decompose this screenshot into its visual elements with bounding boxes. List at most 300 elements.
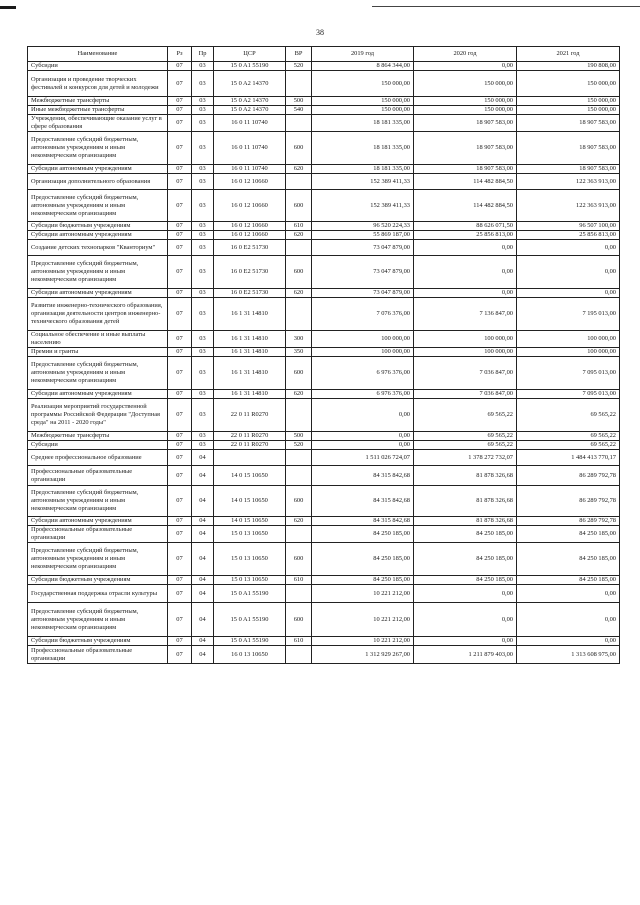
row-pr: 04 <box>192 576 214 585</box>
row-name: Государственная поддержка отрасли культуры <box>28 585 168 603</box>
row-csr: 15 0 A1 55190 <box>214 62 286 71</box>
row-2019: 73 047 879,00 <box>312 240 414 256</box>
row-rz: 07 <box>168 576 192 585</box>
row-2019: 18 181 335,00 <box>312 115 414 132</box>
row-name: Профессиональные образовательные организации <box>28 466 168 486</box>
row-2019: 84 250 185,00 <box>312 576 414 585</box>
row-2019: 1 511 026 724,07 <box>312 450 414 466</box>
row-2019: 73 047 879,00 <box>312 256 414 289</box>
row-2021: 7 095 013,00 <box>517 357 620 390</box>
row-name: Развитие инженерно-технического образования, организация деятельности центров инженерно-технического образования детей <box>28 298 168 331</box>
row-vr: 600 <box>286 256 312 289</box>
row-csr: 16 1 31 14810 <box>214 390 286 399</box>
row-name: Субсидии автономным учреждениям <box>28 231 168 240</box>
row-pr: 03 <box>192 240 214 256</box>
row-2021: 69 565,22 <box>517 432 620 441</box>
row-pr: 03 <box>192 348 214 357</box>
row-pr: 03 <box>192 231 214 240</box>
row-2021: 0,00 <box>517 637 620 646</box>
row-csr: 14 0 15 10650 <box>214 517 286 526</box>
row-2019: 6 976 376,00 <box>312 357 414 390</box>
row-2020: 0,00 <box>414 637 517 646</box>
row-2019: 84 250 185,00 <box>312 526 414 543</box>
row-2021: 100 000,00 <box>517 331 620 348</box>
row-rz: 07 <box>168 432 192 441</box>
row-name: Субсидии бюджетным учреждениям <box>28 637 168 646</box>
row-pr: 03 <box>192 165 214 174</box>
table-row <box>28 390 620 399</box>
row-2020: 25 856 813,00 <box>414 231 517 240</box>
row-name: Предоставление субсидий бюджетным, автономным учреждениям и иным некоммерческим организациям <box>28 543 168 576</box>
row-2020: 84 250 185,00 <box>414 526 517 543</box>
row-2020: 0,00 <box>414 603 517 637</box>
row-csr: 22 0 11 R0270 <box>214 441 286 450</box>
row-2020: 150 000,00 <box>414 71 517 97</box>
row-2021: 86 289 792,78 <box>517 466 620 486</box>
row-vr: 610 <box>286 576 312 585</box>
row-2019: 18 181 335,00 <box>312 165 414 174</box>
row-csr: 16 0 E2 51730 <box>214 289 286 298</box>
table-row <box>28 331 620 348</box>
row-2021: 1 484 413 770,17 <box>517 450 620 466</box>
table-row <box>28 106 620 115</box>
row-vr <box>286 115 312 132</box>
row-pr: 04 <box>192 450 214 466</box>
row-csr: 22 0 11 R0270 <box>214 432 286 441</box>
row-name: Создание детских технопарков "Кванториум" <box>28 240 168 256</box>
row-csr: 16 0 E2 51730 <box>214 240 286 256</box>
row-vr <box>286 240 312 256</box>
row-name: Социальное обеспечение и иные выплаты населению <box>28 331 168 348</box>
row-2021: 69 565,22 <box>517 441 620 450</box>
row-vr: 520 <box>286 441 312 450</box>
row-name: Субсидии автономным учреждениям <box>28 289 168 298</box>
row-2019: 0,00 <box>312 432 414 441</box>
row-csr: 16 0 E2 51730 <box>214 256 286 289</box>
row-name: Учреждения, обеспечивающие оказание услуг в сфере образования <box>28 115 168 132</box>
row-csr: 15 0 13 10650 <box>214 576 286 585</box>
row-2021: 0,00 <box>517 603 620 637</box>
row-2019: 0,00 <box>312 399 414 432</box>
row-2020: 1 211 879 403,00 <box>414 646 517 664</box>
header-2019: 2019 год <box>312 47 414 62</box>
row-vr <box>286 585 312 603</box>
row-2019: 84 315 842,68 <box>312 517 414 526</box>
table-row <box>28 637 620 646</box>
row-pr: 03 <box>192 106 214 115</box>
row-2021: 0,00 <box>517 240 620 256</box>
row-2020: 1 378 272 732,07 <box>414 450 517 466</box>
table-row <box>28 526 620 543</box>
row-pr: 03 <box>192 441 214 450</box>
row-pr: 03 <box>192 71 214 97</box>
table-header-row <box>28 47 620 62</box>
row-rz: 07 <box>168 646 192 664</box>
row-2021: 86 289 792,78 <box>517 517 620 526</box>
row-vr: 620 <box>286 231 312 240</box>
row-2019: 100 000,00 <box>312 331 414 348</box>
row-name: Субсидии бюджетным учреждениям <box>28 576 168 585</box>
row-2021: 122 363 913,00 <box>517 190 620 222</box>
row-csr: 15 0 A2 14370 <box>214 106 286 115</box>
table-row <box>28 576 620 585</box>
row-2019: 6 976 376,00 <box>312 390 414 399</box>
row-rz: 07 <box>168 298 192 331</box>
row-2021: 96 507 100,00 <box>517 222 620 231</box>
table-row <box>28 348 620 357</box>
row-vr <box>286 71 312 97</box>
row-2019: 73 047 879,00 <box>312 289 414 298</box>
row-rz: 07 <box>168 165 192 174</box>
row-pr: 03 <box>192 390 214 399</box>
row-rz: 07 <box>168 331 192 348</box>
row-name: Субсидии бюджетным учреждениям <box>28 222 168 231</box>
row-2019: 18 181 335,00 <box>312 132 414 165</box>
row-rz: 07 <box>168 115 192 132</box>
row-2020: 150 000,00 <box>414 97 517 106</box>
row-csr: 16 1 31 14810 <box>214 357 286 390</box>
row-2020: 150 000,00 <box>414 106 517 115</box>
row-vr: 350 <box>286 348 312 357</box>
row-2020: 0,00 <box>414 256 517 289</box>
row-2020: 69 565,22 <box>414 399 517 432</box>
row-rz: 07 <box>168 106 192 115</box>
row-name: Премии и гранты <box>28 348 168 357</box>
row-vr: 600 <box>286 486 312 517</box>
row-2020: 18 907 583,00 <box>414 132 517 165</box>
row-vr: 610 <box>286 222 312 231</box>
table-row <box>28 190 620 222</box>
row-vr: 620 <box>286 517 312 526</box>
row-csr: 15 0 A1 55190 <box>214 637 286 646</box>
row-rz: 07 <box>168 466 192 486</box>
row-rz: 07 <box>168 441 192 450</box>
header-2020: 2020 год <box>414 47 517 62</box>
row-2020: 100 000,00 <box>414 348 517 357</box>
table-row <box>28 115 620 132</box>
row-csr: 22 0 11 R0270 <box>214 399 286 432</box>
row-vr: 600 <box>286 132 312 165</box>
row-2020: 81 878 326,68 <box>414 517 517 526</box>
row-rz: 07 <box>168 603 192 637</box>
row-vr: 620 <box>286 165 312 174</box>
row-pr: 04 <box>192 603 214 637</box>
row-name: Межбюджетные трансферты <box>28 432 168 441</box>
row-2021: 190 808,00 <box>517 62 620 71</box>
row-vr: 520 <box>286 62 312 71</box>
table-row <box>28 517 620 526</box>
row-csr: 15 0 A2 14370 <box>214 97 286 106</box>
row-2021: 69 565,22 <box>517 399 620 432</box>
row-vr: 620 <box>286 390 312 399</box>
row-csr: 16 1 31 14810 <box>214 348 286 357</box>
row-2019: 150 000,00 <box>312 97 414 106</box>
row-rz: 07 <box>168 62 192 71</box>
table-row <box>28 97 620 106</box>
row-pr: 03 <box>192 132 214 165</box>
row-name: Среднее профессиональное образование <box>28 450 168 466</box>
row-csr: 16 0 11 10740 <box>214 115 286 132</box>
table-row <box>28 62 620 71</box>
row-2021: 84 250 185,00 <box>517 576 620 585</box>
row-pr: 04 <box>192 646 214 664</box>
table-row <box>28 256 620 289</box>
row-rz: 07 <box>168 174 192 190</box>
row-csr: 16 1 31 14810 <box>214 298 286 331</box>
row-2019: 150 000,00 <box>312 106 414 115</box>
row-2021: 7 195 013,00 <box>517 298 620 331</box>
row-rz: 07 <box>168 97 192 106</box>
row-2019: 1 312 929 267,00 <box>312 646 414 664</box>
row-2020: 84 250 185,00 <box>414 543 517 576</box>
header-pr: Пр <box>192 47 214 62</box>
row-name: Субсидии автономным учреждениям <box>28 517 168 526</box>
row-name: Предоставление субсидий бюджетным, автономным учреждениям и иным некоммерческим организациям <box>28 132 168 165</box>
row-2021: 25 856 813,00 <box>517 231 620 240</box>
row-2021: 18 907 583,00 <box>517 132 620 165</box>
row-2020: 18 907 583,00 <box>414 165 517 174</box>
row-2019: 0,00 <box>312 441 414 450</box>
row-pr: 03 <box>192 222 214 231</box>
row-pr: 03 <box>192 331 214 348</box>
table-row <box>28 432 620 441</box>
row-vr <box>286 298 312 331</box>
row-name: Профессиональные образовательные организации <box>28 526 168 543</box>
row-csr: 16 0 11 10740 <box>214 165 286 174</box>
row-csr: 16 0 12 10660 <box>214 174 286 190</box>
page-number: 38 <box>316 28 324 37</box>
row-name: Субсидии <box>28 62 168 71</box>
table-row <box>28 646 620 664</box>
row-pr: 03 <box>192 357 214 390</box>
row-rz: 07 <box>168 390 192 399</box>
row-vr: 500 <box>286 432 312 441</box>
row-vr <box>286 399 312 432</box>
row-name: Субсидии автономным учреждениям <box>28 165 168 174</box>
row-rz: 07 <box>168 526 192 543</box>
table-row <box>28 543 620 576</box>
row-rz: 07 <box>168 190 192 222</box>
row-2021: 100 000,00 <box>517 348 620 357</box>
row-name: Реализация мероприятий государственной программы Российской Федерации "Доступная среда" на 2011 - 2020 годы" <box>28 399 168 432</box>
row-csr: 16 0 12 10660 <box>214 190 286 222</box>
page-top-rule <box>372 6 640 7</box>
table-row <box>28 441 620 450</box>
row-2020: 7 136 847,00 <box>414 298 517 331</box>
row-vr: 600 <box>286 603 312 637</box>
row-rz: 07 <box>168 450 192 466</box>
row-pr: 03 <box>192 432 214 441</box>
row-csr: 15 0 A1 55190 <box>214 603 286 637</box>
row-2019: 84 315 842,68 <box>312 486 414 517</box>
row-pr: 03 <box>192 289 214 298</box>
header-vr: ВР <box>286 47 312 62</box>
row-rz: 07 <box>168 486 192 517</box>
row-rz: 07 <box>168 348 192 357</box>
row-2020: 81 878 326,68 <box>414 466 517 486</box>
header-name: Наименование <box>28 47 168 62</box>
row-2021: 86 289 792,78 <box>517 486 620 517</box>
row-2019: 96 520 224,33 <box>312 222 414 231</box>
table-row <box>28 466 620 486</box>
row-vr <box>286 526 312 543</box>
row-2019: 152 389 411,33 <box>312 190 414 222</box>
table-row <box>28 71 620 97</box>
row-2021: 7 095 013,00 <box>517 390 620 399</box>
row-pr: 03 <box>192 256 214 289</box>
row-2021: 0,00 <box>517 585 620 603</box>
row-pr: 03 <box>192 190 214 222</box>
table-row <box>28 399 620 432</box>
row-2020: 100 000,00 <box>414 331 517 348</box>
row-name: Иные межбюджетные трансферты <box>28 106 168 115</box>
row-2021: 150 000,00 <box>517 97 620 106</box>
table-row <box>28 450 620 466</box>
row-csr: 15 0 13 10650 <box>214 526 286 543</box>
row-2019: 150 000,00 <box>312 71 414 97</box>
row-2020: 7 036 847,00 <box>414 357 517 390</box>
row-name: Предоставление субсидий бюджетным, автономным учреждениям и иным некоммерческим организациям <box>28 486 168 517</box>
table-row <box>28 165 620 174</box>
row-rz: 07 <box>168 637 192 646</box>
row-csr: 16 1 31 14810 <box>214 331 286 348</box>
table-row <box>28 585 620 603</box>
row-csr: 16 0 12 10660 <box>214 222 286 231</box>
row-vr: 610 <box>286 637 312 646</box>
row-2019: 7 076 376,00 <box>312 298 414 331</box>
row-pr: 04 <box>192 543 214 576</box>
row-2019: 100 000,00 <box>312 348 414 357</box>
row-pr: 03 <box>192 399 214 432</box>
row-vr: 300 <box>286 331 312 348</box>
row-rz: 07 <box>168 543 192 576</box>
row-name: Организация дополнительного образования <box>28 174 168 190</box>
row-vr <box>286 174 312 190</box>
row-csr <box>214 450 286 466</box>
row-rz: 07 <box>168 357 192 390</box>
table-row <box>28 231 620 240</box>
row-pr: 04 <box>192 466 214 486</box>
row-pr: 03 <box>192 174 214 190</box>
row-rz: 07 <box>168 231 192 240</box>
row-2020: 0,00 <box>414 585 517 603</box>
row-name: Субсидии автономным учреждениям <box>28 390 168 399</box>
table-row <box>28 289 620 298</box>
row-rz: 07 <box>168 399 192 432</box>
row-name: Предоставление субсидий бюджетным, автономным учреждениям и иным некоммерческим организациям <box>28 256 168 289</box>
header-rz: Рз <box>168 47 192 62</box>
table-row <box>28 174 620 190</box>
table-row <box>28 222 620 231</box>
row-2019: 10 221 212,00 <box>312 637 414 646</box>
row-name: Субсидии <box>28 441 168 450</box>
table-row <box>28 486 620 517</box>
row-pr: 04 <box>192 585 214 603</box>
row-csr: 14 0 15 10650 <box>214 486 286 517</box>
row-2020: 69 565,22 <box>414 441 517 450</box>
budget-table <box>27 46 620 664</box>
table-row <box>28 357 620 390</box>
row-rz: 07 <box>168 222 192 231</box>
row-name: Межбюджетные трансферты <box>28 97 168 106</box>
row-name: Организация и проведение творческих фестивалей и конкурсов для детей и молодежи <box>28 71 168 97</box>
row-2021: 0,00 <box>517 256 620 289</box>
header-2021: 2021 год <box>517 47 620 62</box>
row-rz: 07 <box>168 71 192 97</box>
row-2020: 0,00 <box>414 62 517 71</box>
row-pr: 04 <box>192 486 214 517</box>
row-2019: 10 221 212,00 <box>312 603 414 637</box>
row-2021: 122 363 913,00 <box>517 174 620 190</box>
row-2020: 69 565,22 <box>414 432 517 441</box>
row-2020: 114 482 884,50 <box>414 190 517 222</box>
row-rz: 07 <box>168 256 192 289</box>
row-2021: 150 000,00 <box>517 71 620 97</box>
row-vr <box>286 466 312 486</box>
row-vr: 600 <box>286 357 312 390</box>
row-rz: 07 <box>168 132 192 165</box>
table-row <box>28 240 620 256</box>
row-vr <box>286 646 312 664</box>
row-2021: 84 250 185,00 <box>517 543 620 576</box>
row-csr: 16 0 13 10650 <box>214 646 286 664</box>
row-2021: 18 907 583,00 <box>517 165 620 174</box>
row-2021: 150 000,00 <box>517 106 620 115</box>
row-2021: 84 250 185,00 <box>517 526 620 543</box>
row-vr: 600 <box>286 543 312 576</box>
table-row <box>28 603 620 637</box>
row-vr <box>286 450 312 466</box>
row-pr: 03 <box>192 62 214 71</box>
row-2020: 114 482 884,50 <box>414 174 517 190</box>
row-pr: 04 <box>192 517 214 526</box>
row-2019: 84 250 185,00 <box>312 543 414 576</box>
row-2020: 88 626 071,50 <box>414 222 517 231</box>
row-name: Предоставление субсидий бюджетным, автономным учреждениям и иным некоммерческим организациям <box>28 357 168 390</box>
row-2020: 0,00 <box>414 240 517 256</box>
row-name: Профессиональные образовательные организации <box>28 646 168 664</box>
row-2021: 1 313 608 975,00 <box>517 646 620 664</box>
row-2020: 18 907 583,00 <box>414 115 517 132</box>
row-vr: 620 <box>286 289 312 298</box>
row-pr: 04 <box>192 526 214 543</box>
row-2019: 10 221 212,00 <box>312 585 414 603</box>
row-vr: 540 <box>286 106 312 115</box>
row-pr: 03 <box>192 115 214 132</box>
row-2021: 0,00 <box>517 289 620 298</box>
row-pr: 03 <box>192 298 214 331</box>
row-rz: 07 <box>168 585 192 603</box>
row-rz: 07 <box>168 289 192 298</box>
table-row <box>28 132 620 165</box>
row-csr: 15 0 13 10650 <box>214 543 286 576</box>
row-name: Предоставление субсидий бюджетным, автономным учреждениям и иным некоммерческим организациям <box>28 190 168 222</box>
row-2019: 55 869 187,00 <box>312 231 414 240</box>
page-corner-mark <box>0 6 16 9</box>
row-csr: 15 0 A1 55190 <box>214 585 286 603</box>
row-csr: 15 0 A2 14370 <box>214 71 286 97</box>
row-vr: 500 <box>286 97 312 106</box>
row-2021: 18 907 583,00 <box>517 115 620 132</box>
row-rz: 07 <box>168 240 192 256</box>
row-csr: 14 0 15 10650 <box>214 466 286 486</box>
header-csr: ЦСР <box>214 47 286 62</box>
row-rz: 07 <box>168 517 192 526</box>
table-body <box>28 62 620 664</box>
row-2019: 84 315 842,68 <box>312 466 414 486</box>
row-pr: 03 <box>192 97 214 106</box>
row-2019: 152 389 411,33 <box>312 174 414 190</box>
